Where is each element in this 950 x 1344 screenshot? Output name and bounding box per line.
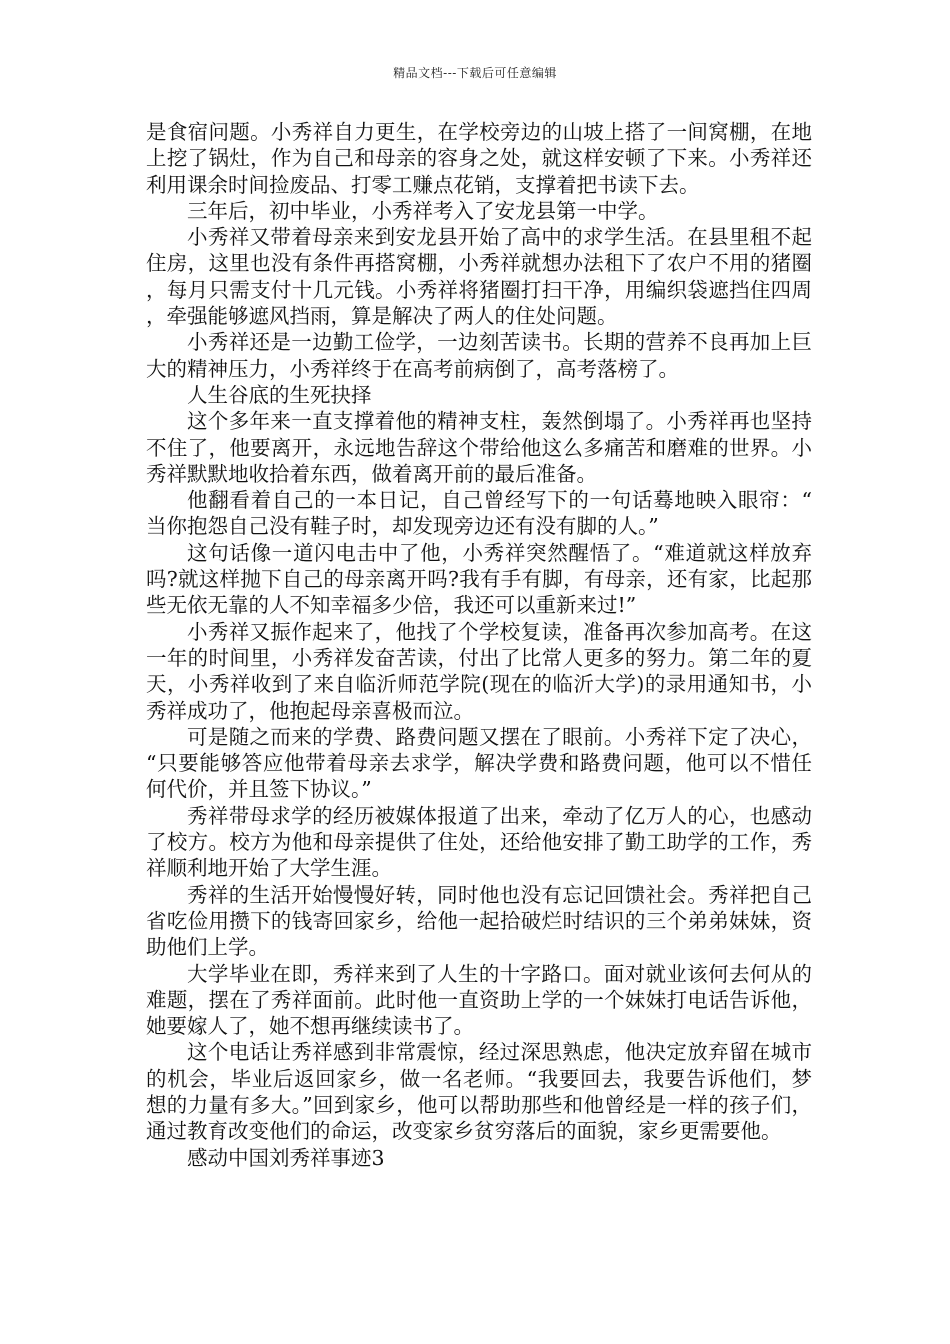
paragraph-4: 小秀祥还是一边勤工俭学，一边刻苦读书。长期的营养不良再加上巨大的精神压力，小秀祥终于在高考前病倒了，高考落榜了。 xyxy=(146,330,812,381)
paragraph-13: 大学毕业在即，秀祥来到了人生的十字路口。面对就业该何去何从的难题，摆在了秀祥面前。此时他一直资助上学的一个妹妹打电话告诉他，她要嫁人了，她不想再继续读书了。 xyxy=(146,961,812,1039)
paragraph-3: 小秀祥又带着母亲来到安龙县开始了高中的求学生活。在县里租不起住房，这里也没有条件再搭窝棚，小秀祥就想办法租下了农户不用的猪圈，每月只需支付十几元钱。小秀祥将猪圈打扫干净，用编织袋遮挡住四周，牵强能够遮风挡雨，算是解决了两人的住处问题。 xyxy=(146,225,812,329)
paragraph-6: 这个多年来一直支撑着他的精神支柱，轰然倒塌了。小秀祥再也坚持不住了，他要离开，永远地告辞这个带给他这么多痛苦和磨难的世界。小秀祥默默地收拾着东西，做着离开前的最后准备。 xyxy=(146,409,812,486)
paragraph-8: 这句话像一道闪电击中了他，小秀祥突然醒悟了。“难道就这样放弃吗?就这样抛下自己的母亲离开吗?我有手有脚，有母亲，还有家，比起那些无依无靠的人不知幸福多少倍，我还可以重新来过!” xyxy=(146,540,812,618)
page-header: 精品文档---下载后可任意编辑 xyxy=(393,66,557,80)
paragraph-7: 他翻看着自己的一本日记，自己曾经写下的一句话蓦地映入眼帘：“当你抱怨自己没有鞋子时，却发现旁边还有没有脚的人。” xyxy=(146,488,812,539)
section-heading: 人生谷底的生死抉择 xyxy=(187,382,372,407)
paragraph-9: 小秀祥又振作起来了，他找了个学校复读，准备再次参加高考。在这一年的时间里，小秀祥发奋苦读，付出了比常人更多的努力。第二年的夏天，小秀祥收到了来自临沂师范学院(现在的临沂大学)的录用通知书，小秀祥成功了，他抱起母亲喜极而泣。 xyxy=(146,619,812,723)
paragraph-12: 秀祥的生活开始慢慢好转，同时他也没有忘记回馈社会。秀祥把自己省吃俭用攒下的钱寄回家乡，给他一起拾破烂时结识的三个弟弟妹妹，资助他们上学。 xyxy=(146,882,812,960)
paragraph-14: 这个电话让秀祥感到非常震惊，经过深思熟虑，他决定放弃留在城市的机会，毕业后返回家乡，做一名老师。“我要回去，我要告诉他们，梦想的力量有多大。”回到家乡，他可以帮助那些和他曾经是一样的孩子们，通过教育改变他们的命运，改变家乡贫穷落后的面貌，家乡更需要他。 xyxy=(146,1040,812,1144)
next-section-title: 感动中国刘秀祥事迹3 xyxy=(187,1145,385,1170)
document-body xyxy=(146,119,812,1171)
paragraph-1: 是食宿问题。小秀祥自力更生，在学校旁边的山坡上搭了一间窝棚，在地上挖了锅灶，作为自己和母亲的容身之处，就这样安顿了下来。小秀祥还利用课余时间捡废品、打零工赚点花销，支撑着把书读下去。 xyxy=(146,120,812,197)
paragraph-2: 三年后，初中毕业，小秀祥考入了安龙县第一中学。 xyxy=(187,198,659,223)
paragraph-11: 秀祥带母求学的经历被媒体报道了出来，牵动了亿万人的心，也感动了校方。校方为他和母亲提供了住处，还给他安排了勤工助学的工作，秀祥顺利地开始了大学生涯。 xyxy=(146,803,812,881)
paragraph-10: 可是随之而来的学费、路费问题又摆在了眼前。小秀祥下定了决心，“只要能够答应他带着母亲去求学，解决学费和路费问题，他可以不惜任何代价，并且签下协议。” xyxy=(146,724,812,802)
